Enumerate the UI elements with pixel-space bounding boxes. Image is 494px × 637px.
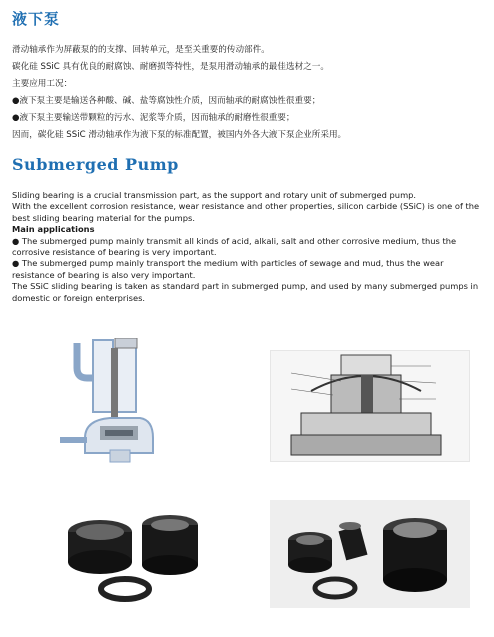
pump-cross-section-drawing	[270, 350, 470, 462]
en-paragraph-3: The SSiC sliding bearing is taken as standard part in submerged pump, and used by many submerged pumps in domestic or foreign enterprises.	[12, 281, 479, 303]
en-paragraph-2: With the excellent corrosion resistance, wear resistance and other properties, silicon carbide (SSiC) is one of the best sliding bearing material for the pumps.	[12, 201, 480, 223]
en-heading: Main applications	[12, 224, 95, 235]
cn-line-1: 滑动轴承作为屏蔽泵的的支撑、回转单元，是至关重要的传动部件。	[12, 45, 270, 55]
en-paragraph-1: Sliding bearing is a crucial transmission part, as the support and rotary unit of submerged pump.	[12, 190, 417, 200]
submerged-pump-illustration	[55, 338, 175, 468]
cn-title: 液下泵	[12, 10, 61, 28]
cn-line-3: 主要应用工况：	[12, 79, 73, 89]
en-title: Submerged Pump	[12, 155, 179, 174]
cn-line-2: 碳化硅 SSiC 具有优良的耐腐蚀、耐磨损等特性，是泵用滑动轴承的最佳选材之一。	[12, 62, 329, 72]
cn-line-4: ●液下泵主要是输送各种酸、碱、盐等腐蚀性介质，因而轴承的耐腐蚀性很重要；	[12, 96, 321, 106]
en-bullet-1: ● The submerged pump mainly transmit all kinds of acid, alkali, salt and other corrosive medium, thus the corrosive resistance of bearing is very important.	[12, 235, 457, 258]
en-text-block	[12, 190, 484, 304]
cn-text-block	[12, 42, 482, 144]
sic-bearing-parts-photo-right	[270, 500, 470, 608]
en-bullet-2: ● The submerged pump mainly transport the medium with particles of sewage and mud, thus the wear resistance of bearing is also very important.	[12, 258, 444, 280]
sic-bearing-parts-photo-left	[55, 497, 225, 607]
cn-line-5: ●液下泵主要输送带颗粒的污水、泥浆等介质，因而轴承的耐磨性很重要；	[12, 113, 295, 123]
cn-line-6: 因而，碳化硅 SSiC 滑动轴承作为液下泵的标准配置，被国内外各大液下泵企业所采用。	[12, 130, 347, 140]
